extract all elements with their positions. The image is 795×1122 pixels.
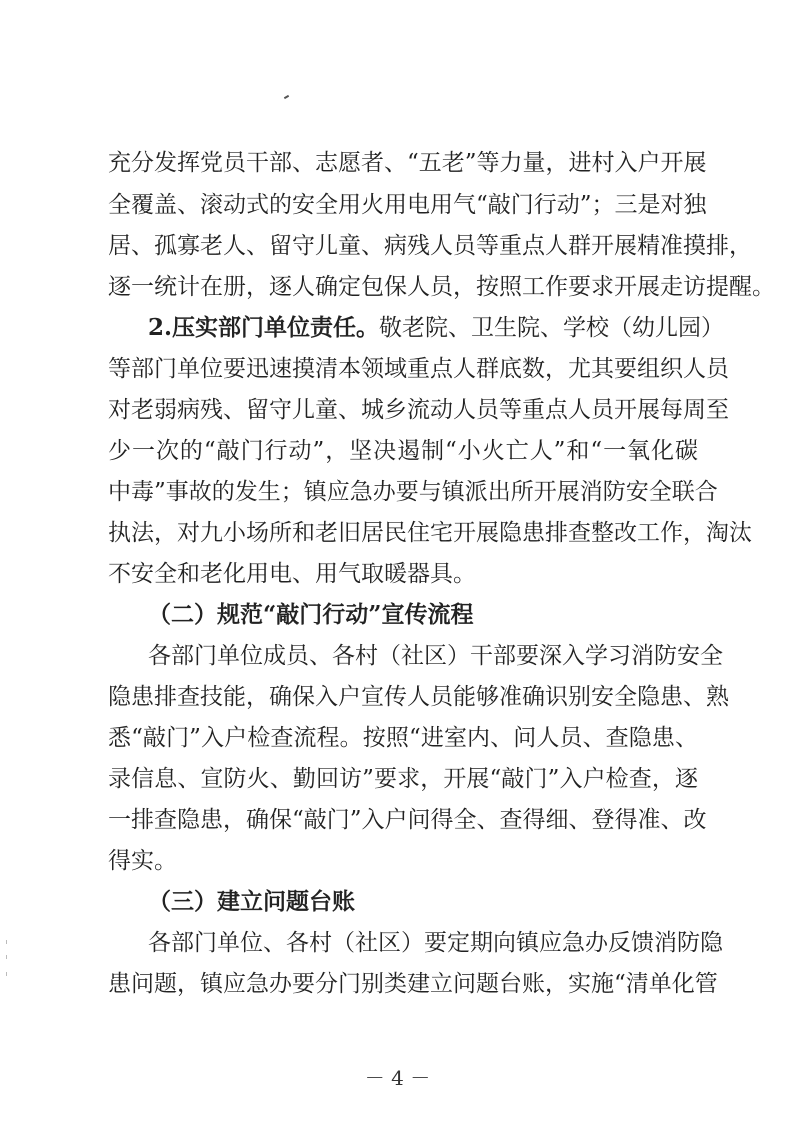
text-line: 全覆盖、滚动式的安全用火用电用气“敲门行动”；三是对独 [108,192,707,218]
scan-speck [6,972,7,976]
section-heading: （二）规范“敲门行动”宣传流程 [148,601,474,628]
text-line: 对老弱病残、留守儿童、城乡流动人员等重点人员开展每周至 [108,397,729,423]
scan-mark [284,95,289,99]
text-line: 各部门单位、各村（社区）要定期向镇应急办反馈消防隐 [148,930,723,956]
paragraph-line [148,313,725,343]
section-subtitle: 2.压实部门单位责任。 [148,314,380,341]
text-line: 居、孤寡老人、留守儿童、病残人员等重点人群开展精准摸排， [108,233,752,259]
text-line: 得实。 [108,848,177,874]
text-line: 患问题，镇应急办要分门别类建立问题台账，实施“清单化管 [108,971,718,997]
text-line: 少一次的“敲门行动”，坚决遏制“小火亡人”和“一氧化碳 [108,438,698,464]
text-line: 悉“敲门”入户检查流程。按照“进室内、问人员、查隐患、 [108,725,698,751]
text-line: 隐患排查技能，确保入户宣传人员能够准确识别安全隐患、熟 [108,684,729,710]
text-line: 录信息、宣防火、勤回访”要求，开展“敲门”入户检查，逐 [108,766,698,792]
page-number: － 4 － [364,1066,431,1090]
text-line: 等部门单位要迅速摸清本领域重点人群底数，尤其要组织人员 [108,356,729,382]
text-line: 一排查隐患，确保“敲门”入户问得全、查得细、登得准、改 [108,807,707,833]
section-heading: （三）建立问题台账 [148,888,355,915]
text-line: 充分发挥党员干部、志愿者、“五老”等力量，进村入户开展 [108,150,707,176]
text-span: 敬老院、卫生院、学校（幼儿园） [379,315,725,341]
scan-speck [6,955,7,959]
text-line: 执法，对九小场所和老旧居民住宅开展隐患排查整改工作，淘汰 [108,520,752,546]
text-line: 各部门单位成员、各村（社区）干部要深入学习消防安全 [148,643,723,669]
text-line: 逐一统计在册，逐人确定包保人员，按照工作要求开展走访提醒。 [108,274,775,300]
text-line: 中毒”事故的发生；镇应急办要与镇派出所开展消防安全联合 [108,479,718,505]
scan-speck [6,940,7,944]
text-line: 不安全和老化用电、用气取暖器具。 [108,561,476,587]
